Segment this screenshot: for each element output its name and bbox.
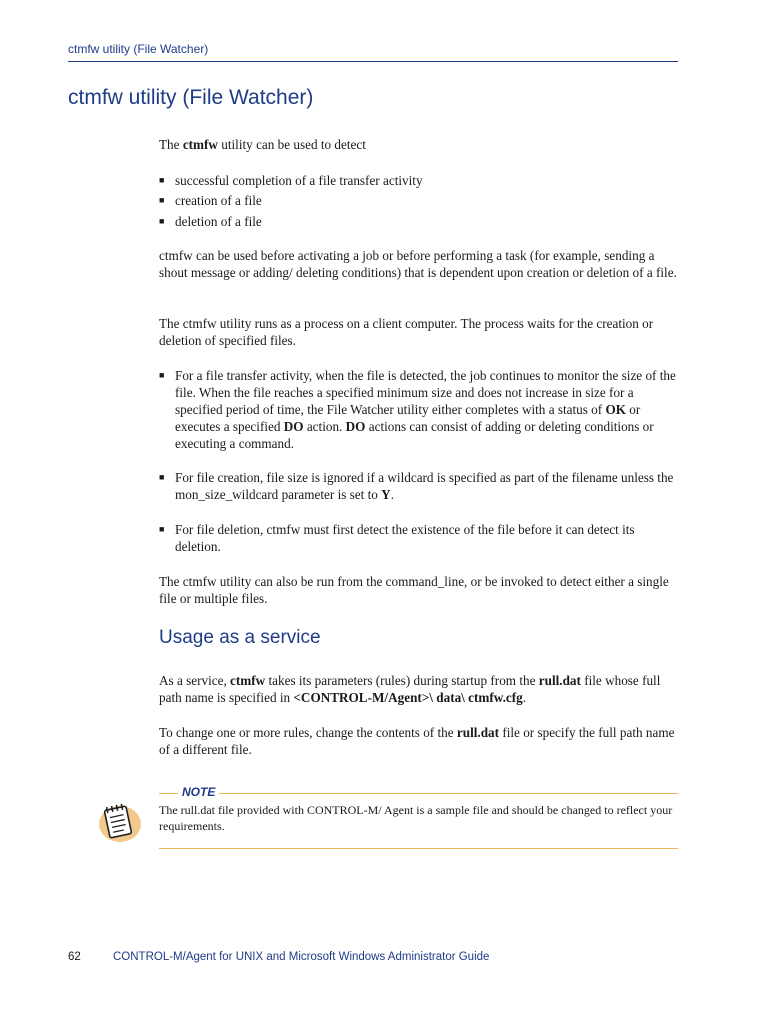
footer-book-title: CONTROL-M/Agent for UNIX and Microsoft Windows Administrator Guide: [113, 951, 490, 963]
page-number: 62: [68, 951, 81, 963]
note-top-rule: [159, 793, 678, 794]
paragraph: The ctmfw utility runs as a process on a client computer. The process waits for the creation or deletion of specified files.: [159, 316, 654, 348]
note-bottom-rule: [159, 848, 678, 849]
note-label: NOTE: [178, 785, 219, 799]
list-item: ■ creation of a file: [159, 193, 262, 208]
running-head: ctmfw utility (File Watcher): [68, 42, 678, 62]
intro-paragraph: The ctmfw utility can be used to detect: [159, 137, 366, 152]
page-title: ctmfw utility (File Watcher): [68, 86, 314, 109]
square-bullet-icon: ■: [159, 370, 165, 380]
square-bullet-icon: ■: [159, 472, 165, 482]
paragraph: ctmfw can be used before activating a job or before performing a task (for example, sending a shout message or adding/ deleting conditions) that is dependent upon creation or deletion of a file.: [159, 248, 677, 280]
list-item: ■ For file deletion, ctmfw must first detect the existence of the file before it can detect its deletion.: [159, 522, 635, 554]
section-title: Usage as a service: [159, 627, 321, 648]
paragraph: As a service, ctmfw takes its parameters (rules) during startup from the rull.dat file whose full path name is specified in <CONTROL-M/Agent>\ data\ ctmfw.cfg.: [159, 673, 661, 705]
note-text: The rull.dat file provided with CONTROL-M/ Agent is a sample file and should be changed to reflect your requirements.: [159, 803, 673, 833]
square-bullet-icon: ■: [159, 175, 165, 185]
square-bullet-icon: ■: [159, 195, 165, 205]
list-item: ■ successful completion of a file transfer activity: [159, 173, 423, 188]
list-item: ■ deletion of a file: [159, 214, 262, 229]
notepad-icon: [94, 800, 142, 844]
paragraph: To change one or more rules, change the contents of the rull.dat file or specify the full path name of a different file.: [159, 725, 675, 757]
square-bullet-icon: ■: [159, 524, 165, 534]
paragraph: The ctmfw utility can also be run from the command_line, or be invoked to detect either a single file or multiple files.: [159, 574, 669, 606]
list-item: ■ For a file transfer activity, when the file is detected, the job continues to monitor the size of the file. When the file reaches a specified minimum size and does not increase in size for a specified period of time, the File Watcher utility either completes with a status of OK or executes a specified DO action. DO actions can consist of adding or deleting conditions or executing a command.: [159, 368, 676, 451]
square-bullet-icon: ■: [159, 216, 165, 226]
list-item: ■ For file creation, file size is ignored if a wildcard is specified as part of the filename unless the mon_size_wildcard parameter is set to Y.: [159, 470, 674, 502]
